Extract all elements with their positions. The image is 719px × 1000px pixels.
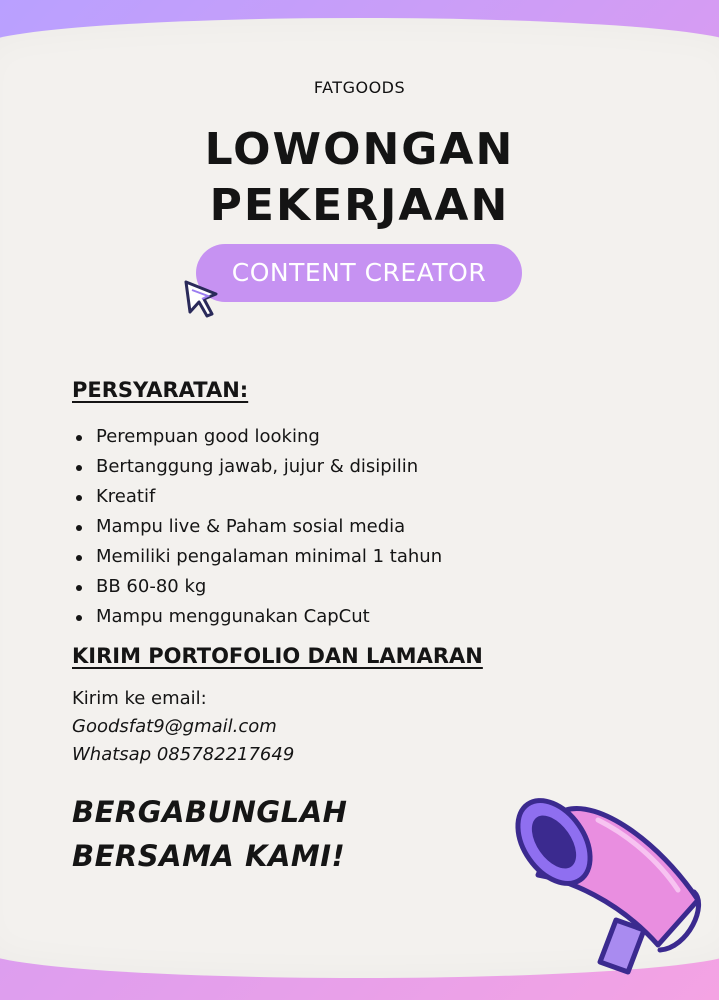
call-to-action (72, 790, 347, 878)
list-item: Mampu menggunakan CapCut (72, 602, 442, 632)
cta-line-2: BERSAMA KAMI! (72, 839, 346, 873)
page-title (0, 122, 719, 234)
title-line-2: PEKERJAAN (209, 180, 510, 231)
list-item: Bertanggung jawab, jujur & disipilin (72, 452, 442, 482)
apply-heading: KIRIM PORTOFOLIO DAN LAMARAN (72, 644, 483, 668)
list-item: Mampu live & Paham sosial media (72, 512, 442, 542)
cta-line-1: BERGABUNGLAH (72, 795, 348, 829)
cursor-icon (182, 278, 222, 322)
list-item: Perempuan good looking (72, 422, 442, 452)
position-badge (196, 244, 522, 302)
list-item: Kreatif (72, 482, 442, 512)
list-item: BB 60-80 kg (72, 572, 442, 602)
list-item: Memiliki pengalaman minimal 1 tahun (72, 542, 442, 572)
email-link[interactable]: Goodsfat9@gmail.com (72, 716, 277, 737)
title-line-1: LOWONGAN (204, 124, 515, 175)
requirements-list (72, 422, 442, 632)
position-label: CONTENT CREATOR (231, 258, 487, 287)
megaphone-icon (508, 780, 718, 980)
brand-name: FATGOODS (313, 78, 406, 97)
email-label: Kirim ke email: (72, 688, 207, 709)
whatsapp-number[interactable]: Whatsap 085782217649 (72, 744, 295, 765)
requirements-heading: PERSYARATAN: (72, 378, 249, 402)
